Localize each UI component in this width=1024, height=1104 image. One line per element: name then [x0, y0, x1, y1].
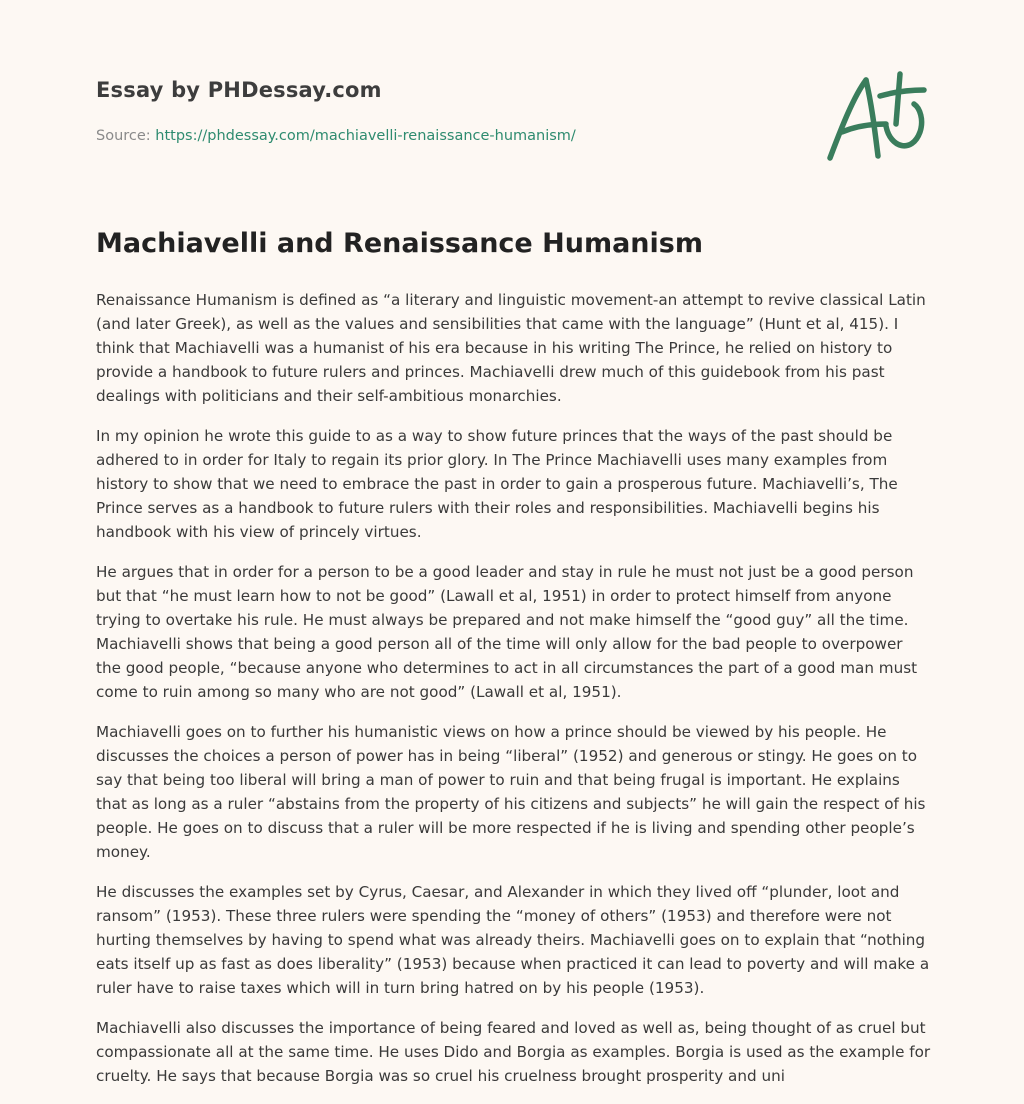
article-paragraph: He argues that in order for a person to be a good leader and stay in rule he must not just be a good person but that “he must learn how to not be good” (Lawall et al, 1951) in order to protect himself from anyone trying to overtake his rule. He must always be prepared and not make himself the “good guy” all the time. Machiavelli shows that being a good person all of the time will only allow for the bad people to overpower the good people, “because anyone who determines to act in all circumstances the part of a good man must come to ruin among so many who are not good” (Lawall et al, 1951). [96, 563, 918, 701]
source-line [96, 126, 696, 146]
article [96, 226, 932, 1104]
source-link[interactable]: https://phdessay.com/machiavelli-renaissance-humanism/ [155, 128, 576, 144]
article-paragraph: In my opinion he wrote this guide to as a way to show future princes that the ways of the past should be adhered to in order for Italy to regain its prior glory. In The Prince Machiavelli uses many examples from history to show that we need to embrace the past in order to gain a prosperous future. Machiavelli’s, The Prince serves as a handbook to future rulers with their roles and responsibilities. Machiavelli begins his handbook with his view of princely virtues. [96, 427, 898, 541]
article-paragraph: He discusses the examples set by Cyrus, Caesar, and Alexander in which they lived off “plunder, loot and ransom” (1953). These three rulers were spending the “money of others” (1953) and therefore were not hurting themselves by having to spend what was already theirs. Machiavelli goes on to explain that “nothing eats itself up as fast as does liberality” (1953) because when practiced it can lead to poverty and will make a ruler have to raise taxes which will in turn bring hatred on by his people (1953). [96, 883, 930, 997]
article-paragraph: Machiavelli also discusses the importance of being feared and loved as well as, being thought of as cruel but compassionate all at the same time. He uses Dido and Borgia as examples. Borgia is used as the example for cruelty. He says that because Borgia was so cruel his cruelness brought prosperity and uni [96, 1019, 931, 1085]
site-brand: Essay by PHDessay.com [96, 78, 382, 102]
page-header [96, 76, 696, 146]
a-plus-logo [820, 66, 930, 166]
a-plus-logo-icon [820, 66, 930, 166]
article-paragraph: Renaissance Humanism is defined as “a literary and linguistic movement-an attempt to revive classical Latin (and later Greek), as well as the values and sensibilities that came with the language” (Hunt et al, 415). I think that Machiavelli was a humanist of his era because in his writing The Prince, he relied on history to provide a handbook to future rulers and princes. Machiavelli drew much of this guidebook from his past dealings with politicians and their self-ambitious monarchies. [96, 291, 926, 405]
article-title: Machiavelli and Renaissance Humanism [96, 228, 703, 259]
source-label: Source: [96, 128, 156, 144]
article-paragraph: Machiavelli goes on to further his humanistic views on how a prince should be viewed by his people. He discusses the choices a person of power has in being “liberal” (1952) and generous or stingy. He goes on to say that being too liberal will bring a man of power to ruin and that being frugal is important. He explains that as long as a ruler “abstains from the property of his citizens and subjects” he will gain the respect of his people. He goes on to discuss that a ruler will be more respected if he is living and spending other people’s money. [96, 723, 926, 861]
